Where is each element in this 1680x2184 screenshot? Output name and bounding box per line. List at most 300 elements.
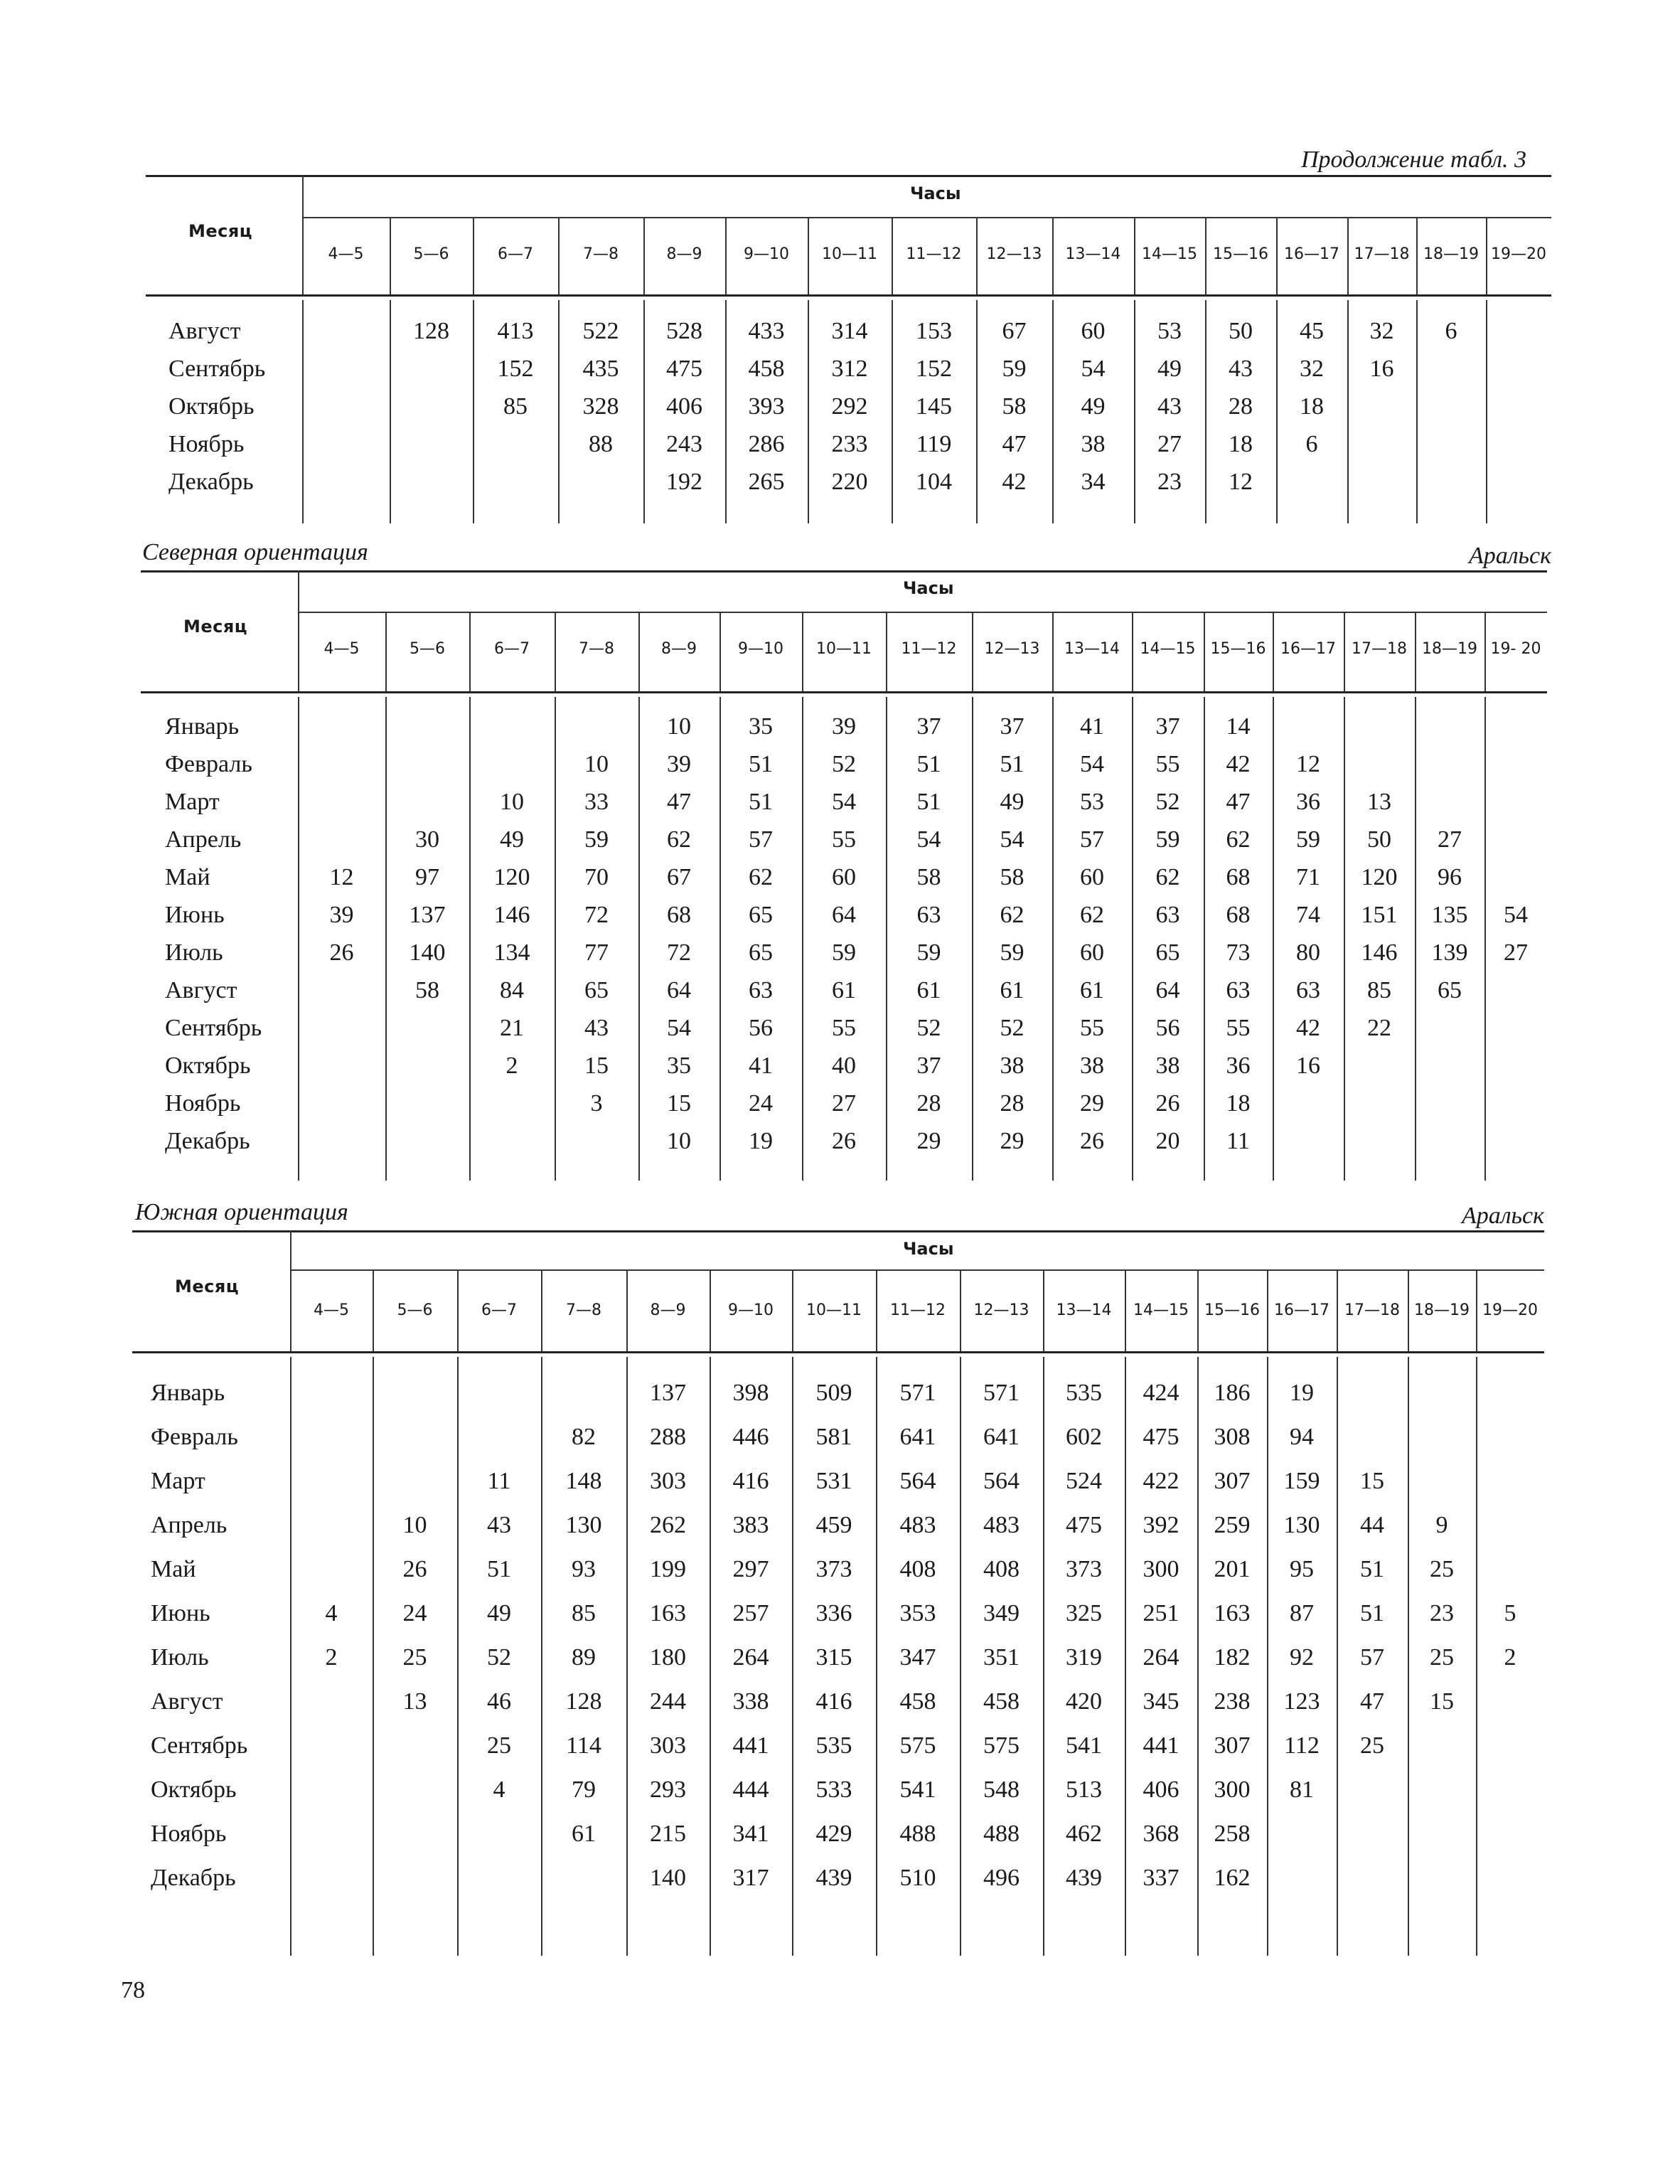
month-name: Ноябрь [168, 431, 245, 457]
column-header: 19—20 [1491, 245, 1546, 263]
column-header: 17—18 [1354, 245, 1410, 263]
table-cell: 416 [732, 1468, 769, 1494]
month-name: Август [165, 977, 237, 1003]
column-divider [1344, 612, 1345, 691]
table-cell: 38 [1081, 431, 1106, 457]
column-header: 8—9 [650, 1301, 686, 1319]
column-divider [1052, 612, 1054, 691]
table-cell: 531 [815, 1468, 852, 1494]
column-header: 4—5 [328, 245, 364, 263]
table-cell: 47 [1360, 1688, 1384, 1715]
column-header: 17—18 [1352, 640, 1407, 658]
column-header: 18—19 [1414, 1301, 1470, 1319]
table-cell: 2 [505, 1053, 518, 1079]
table-cell: 49 [1157, 356, 1182, 382]
table-cell: 233 [831, 431, 868, 457]
table-cell: 347 [899, 1644, 936, 1671]
table-cell: 152 [916, 356, 952, 382]
table-cell: 18 [1226, 1090, 1251, 1117]
table-cell: 19 [749, 1128, 773, 1154]
table-cell: 22 [1367, 1015, 1391, 1041]
table-cell: 44 [1360, 1512, 1384, 1538]
table-cell: 36 [1226, 1053, 1251, 1079]
table-cell: 54 [1080, 751, 1104, 777]
table-cell: 602 [1066, 1424, 1102, 1450]
city-name: Аральск [1461, 1203, 1544, 1229]
column-divider [1052, 217, 1054, 294]
table-cell: 92 [1290, 1644, 1314, 1671]
column-divider [390, 217, 391, 294]
column-divider [473, 217, 474, 294]
table-cell: 37 [1000, 713, 1024, 740]
table-cell: 58 [1002, 393, 1027, 420]
table-cell: 23 [1430, 1600, 1454, 1626]
table-cell: 32 [1369, 318, 1394, 344]
table-cell: 257 [732, 1600, 769, 1626]
table-cell: 458 [748, 356, 785, 382]
table-cell: 68 [1226, 864, 1251, 890]
table-cell: 297 [732, 1556, 769, 1582]
table-cell: 319 [1066, 1644, 1102, 1671]
table-cell: 18 [1229, 431, 1253, 457]
table-cell: 528 [666, 318, 702, 344]
table-cell: 51 [749, 789, 773, 815]
table-cell: 162 [1214, 1865, 1251, 1891]
column-header: 16—17 [1274, 1301, 1329, 1319]
table-cell: 264 [1143, 1644, 1179, 1671]
table-cell: 10 [667, 713, 691, 740]
table-cell: 45 [1300, 318, 1324, 344]
table-cell: 441 [1143, 1732, 1179, 1759]
table-cell: 85 [572, 1600, 596, 1626]
column-header: 13—14 [1064, 640, 1120, 658]
table-cell: 64 [1155, 977, 1180, 1003]
table-cell: 25 [487, 1732, 511, 1759]
table-cell: 51 [916, 789, 941, 815]
body-column-divider [385, 697, 387, 1181]
month-name: Октябрь [168, 393, 255, 420]
column-divider [373, 1269, 374, 1351]
table-cell: 94 [1290, 1424, 1314, 1450]
table-cell: 509 [815, 1380, 852, 1406]
table-cell: 61 [1000, 977, 1024, 1003]
table-cell: 79 [572, 1777, 596, 1803]
table-cell: 27 [1504, 939, 1528, 966]
table-top-rule [146, 175, 1551, 177]
table-cell: 383 [732, 1512, 769, 1538]
column-header: 14—15 [1142, 245, 1197, 263]
table-cell: 37 [916, 1053, 941, 1079]
table-cell: 146 [493, 902, 530, 928]
body-column-divider [469, 697, 471, 1181]
month-name: Март [151, 1468, 205, 1494]
table-cell: 56 [749, 1015, 773, 1041]
hours-rule [302, 217, 1551, 218]
table-cell: 55 [1080, 1015, 1104, 1041]
table-cell: 10 [500, 789, 524, 815]
table-cell: 36 [1296, 789, 1320, 815]
table-cell: 119 [916, 431, 952, 457]
table-cell: 63 [749, 977, 773, 1003]
table-cell: 49 [500, 826, 524, 853]
table-cell: 264 [732, 1644, 769, 1671]
table-cell: 220 [831, 469, 868, 495]
table-cell: 4 [325, 1600, 338, 1626]
table-cell: 80 [1296, 939, 1320, 966]
table-cell: 15 [1360, 1468, 1384, 1494]
continuation-label: Продолжение табл. 3 [1301, 147, 1527, 173]
table-cell: 328 [582, 393, 619, 420]
column-header: 11—12 [901, 640, 957, 658]
table-cell: 564 [983, 1468, 1020, 1494]
column-header: 19—20 [1482, 1301, 1538, 1319]
table-cell: 82 [572, 1424, 596, 1450]
table-cell: 137 [650, 1380, 686, 1406]
column-header: 6—7 [481, 1301, 517, 1319]
column-header: 7—8 [566, 1301, 601, 1319]
table-cell: 43 [1157, 393, 1182, 420]
table-cell: 74 [1296, 902, 1320, 928]
table-cell: 265 [748, 469, 785, 495]
table-cell: 300 [1214, 1777, 1251, 1803]
table-cell: 38 [1000, 1053, 1024, 1079]
table-cell: 535 [815, 1732, 852, 1759]
table-cell: 317 [732, 1865, 769, 1891]
column-header: 19- 20 [1490, 640, 1541, 658]
table-cell: 53 [1080, 789, 1104, 815]
table-cell: 61 [1080, 977, 1104, 1003]
table-cell: 25 [402, 1644, 427, 1671]
column-divider [469, 612, 471, 691]
table-cell: 62 [749, 864, 773, 890]
table-cell: 441 [732, 1732, 769, 1759]
table-cell: 163 [1214, 1600, 1251, 1626]
table-cell: 51 [1000, 751, 1024, 777]
section-title: Южная ориентация [135, 1199, 348, 1225]
table-cell: 52 [916, 1015, 941, 1041]
column-header: 12—13 [986, 245, 1042, 263]
table-cell: 148 [565, 1468, 602, 1494]
column-header: 16—17 [1280, 640, 1336, 658]
table-cell: 85 [1367, 977, 1391, 1003]
table-cell: 51 [916, 751, 941, 777]
table-cell: 62 [1226, 826, 1251, 853]
table-cell: 55 [1226, 1015, 1251, 1041]
body-column-divider [1344, 697, 1345, 1181]
table-cell: 312 [831, 356, 868, 382]
table-top-rule [141, 570, 1547, 572]
table-cell: 29 [1000, 1128, 1024, 1154]
table-cell: 408 [983, 1556, 1020, 1582]
table-cell: 60 [832, 864, 856, 890]
table-cell: 43 [584, 1015, 609, 1041]
column-divider [960, 1269, 961, 1351]
table-cell: 60 [1080, 864, 1104, 890]
table-cell: 458 [899, 1688, 936, 1715]
month-name: Октябрь [151, 1777, 237, 1803]
table-cell: 535 [1066, 1380, 1102, 1406]
table-cell: 292 [831, 393, 868, 420]
table-cell: 182 [1214, 1644, 1251, 1671]
column-header: 5—6 [397, 1301, 433, 1319]
table-cell: 571 [899, 1380, 936, 1406]
table-cell: 28 [916, 1090, 941, 1117]
table-cell: 71 [1296, 864, 1320, 890]
column-divider [1347, 217, 1349, 294]
table-cell: 47 [1226, 789, 1251, 815]
table-cell: 159 [1283, 1468, 1320, 1494]
table-cell: 199 [650, 1556, 686, 1582]
table-cell: 26 [1155, 1090, 1180, 1117]
hours-header: Часы [903, 1239, 954, 1259]
month-name: Сентябрь [168, 356, 266, 382]
table-cell: 112 [1284, 1732, 1320, 1759]
table-cell: 422 [1143, 1468, 1179, 1494]
table-cell: 2 [1504, 1644, 1516, 1671]
column-divider [710, 1269, 711, 1351]
table-cell: 37 [916, 713, 941, 740]
table-cell: 180 [650, 1644, 686, 1671]
hours-header: Часы [903, 578, 954, 598]
table-cell: 58 [1000, 864, 1024, 890]
table-cell: 43 [1229, 356, 1253, 382]
table-cell: 39 [667, 751, 691, 777]
table-cell: 151 [1361, 902, 1398, 928]
table-cell: 41 [1080, 713, 1104, 740]
table-cell: 42 [1226, 751, 1251, 777]
table-cell: 6 [1305, 431, 1318, 457]
column-header: 14—15 [1140, 640, 1196, 658]
table-cell: 120 [493, 864, 530, 890]
table-cell: 373 [815, 1556, 852, 1582]
column-header: 16—17 [1284, 245, 1339, 263]
table-cell: 37 [1155, 713, 1180, 740]
table-cell: 21 [500, 1015, 524, 1041]
table-cell: 26 [329, 939, 354, 966]
table-cell: 130 [565, 1512, 602, 1538]
table-cell: 475 [1066, 1512, 1102, 1538]
column-header: 12—13 [973, 1301, 1029, 1319]
table-cell: 60 [1080, 939, 1104, 966]
table-cell: 152 [497, 356, 534, 382]
table-cell: 51 [1360, 1600, 1384, 1626]
table-cell: 483 [899, 1512, 936, 1538]
table-cell: 54 [1504, 902, 1528, 928]
table-cell: 5 [1504, 1600, 1516, 1626]
table-cell: 215 [650, 1821, 686, 1847]
table-cell: 61 [572, 1821, 596, 1847]
table-cell: 63 [1296, 977, 1320, 1003]
column-header: 10—11 [816, 640, 872, 658]
header-bottom-rule [146, 294, 1551, 297]
column-header: 15—16 [1210, 640, 1266, 658]
table-cell: 288 [650, 1424, 686, 1450]
month-name: Июль [151, 1644, 209, 1671]
table-cell: 59 [832, 939, 856, 966]
table-cell: 51 [1360, 1556, 1384, 1582]
table-cell: 54 [667, 1015, 691, 1041]
column-header: 4—5 [323, 640, 360, 658]
column-divider [541, 1269, 542, 1351]
table-cell: 59 [1002, 356, 1027, 382]
column-divider [1415, 612, 1416, 691]
table-cell: 475 [1143, 1424, 1179, 1450]
month-name: Июль [165, 939, 223, 966]
table-cell: 244 [650, 1688, 686, 1715]
table-cell: 58 [916, 864, 941, 890]
table-cell: 35 [667, 1053, 691, 1079]
table-cell: 20 [1155, 1128, 1180, 1154]
table-cell: 351 [983, 1644, 1020, 1671]
table-cell: 32 [1300, 356, 1324, 382]
column-divider [1197, 1269, 1199, 1351]
table-cell: 39 [329, 902, 354, 928]
column-divider [1134, 217, 1135, 294]
table-cell: 303 [650, 1468, 686, 1494]
table-cell: 46 [487, 1688, 511, 1715]
month-name: Апрель [151, 1512, 228, 1538]
table-cell: 56 [1155, 1015, 1180, 1041]
header-bottom-rule [132, 1351, 1544, 1353]
table-cell: 128 [413, 318, 449, 344]
table-cell: 27 [832, 1090, 856, 1117]
table-cell: 26 [832, 1128, 856, 1154]
column-divider [1476, 1269, 1477, 1351]
month-name: Декабрь [151, 1865, 236, 1891]
column-divider [1486, 217, 1487, 294]
column-header: 6—7 [498, 245, 533, 263]
table-cell: 413 [497, 318, 534, 344]
column-divider [643, 217, 645, 294]
table-cell: 163 [650, 1600, 686, 1626]
table-cell: 398 [732, 1380, 769, 1406]
table-cell: 39 [832, 713, 856, 740]
column-header: 9—10 [728, 1301, 774, 1319]
table-cell: 446 [732, 1424, 769, 1450]
table-cell: 541 [899, 1777, 936, 1803]
table-cell: 315 [815, 1644, 852, 1671]
table-cell: 6 [1445, 318, 1457, 344]
table-cell: 24 [749, 1090, 773, 1117]
section-title: Северная ориентация [142, 539, 368, 565]
table-cell: 33 [584, 789, 609, 815]
table-cell: 26 [402, 1556, 427, 1582]
table-cell: 42 [1002, 469, 1027, 495]
column-header: 7—8 [583, 245, 619, 263]
table-cell: 145 [916, 393, 952, 420]
column-divider [558, 217, 560, 294]
table-cell: 42 [1296, 1015, 1320, 1041]
table-cell: 15 [584, 1053, 609, 1079]
table-cell: 325 [1066, 1600, 1102, 1626]
table-cell: 135 [1431, 902, 1468, 928]
table-cell: 59 [1155, 826, 1180, 853]
column-header: 12—13 [984, 640, 1040, 658]
table-cell: 54 [1081, 356, 1106, 382]
table-cell: 393 [748, 393, 785, 420]
table-cell: 251 [1143, 1600, 1179, 1626]
table-cell: 533 [815, 1777, 852, 1803]
table-cell: 68 [667, 902, 691, 928]
table-cell: 47 [667, 789, 691, 815]
column-divider [808, 217, 809, 294]
table-cell: 153 [916, 318, 952, 344]
table-cell: 140 [650, 1865, 686, 1891]
table-cell: 314 [831, 318, 868, 344]
table-cell: 95 [1290, 1556, 1314, 1582]
table-cell: 641 [983, 1424, 1020, 1450]
table-cell: 146 [1361, 939, 1398, 966]
column-header: 9—10 [744, 245, 789, 263]
table-cell: 65 [749, 939, 773, 966]
table-cell: 97 [415, 864, 439, 890]
table-cell: 29 [916, 1128, 941, 1154]
table-cell: 61 [832, 977, 856, 1003]
month-name: Август [151, 1688, 223, 1715]
table-cell: 462 [1066, 1821, 1102, 1847]
table-cell: 25 [1430, 1644, 1454, 1671]
body-column-divider [1415, 697, 1416, 1181]
table-cell: 68 [1226, 902, 1251, 928]
column-divider [719, 612, 721, 691]
table-cell: 28 [1229, 393, 1253, 420]
table-cell: 23 [1157, 469, 1182, 495]
column-divider [1416, 217, 1418, 294]
table-cell: 15 [1430, 1688, 1454, 1715]
table-cell: 406 [666, 393, 702, 420]
column-header: 11—12 [890, 1301, 946, 1319]
table-cell: 186 [1214, 1380, 1251, 1406]
column-header: 15—16 [1213, 245, 1268, 263]
month-name: Декабрь [168, 469, 254, 495]
month-name: Сентябрь [165, 1015, 262, 1041]
column-header: 8—9 [661, 640, 697, 658]
table-cell: 10 [584, 751, 609, 777]
column-divider [1132, 612, 1133, 691]
table-cell: 55 [832, 1015, 856, 1041]
column-header: 17—18 [1344, 1301, 1400, 1319]
column-divider [638, 612, 640, 691]
body-column-divider [302, 300, 304, 523]
table-cell: 137 [409, 902, 446, 928]
table-cell: 303 [650, 1732, 686, 1759]
table-cell: 3 [590, 1090, 603, 1117]
month-column-divider [302, 175, 304, 294]
table-cell: 12 [329, 864, 354, 890]
table-cell: 308 [1214, 1424, 1251, 1450]
table-cell: 25 [1430, 1556, 1454, 1582]
table-cell: 406 [1143, 1777, 1179, 1803]
table-cell: 293 [650, 1777, 686, 1803]
column-divider [876, 1269, 877, 1351]
table-cell: 11 [1226, 1128, 1250, 1154]
column-divider [1267, 1269, 1268, 1351]
table-cell: 65 [1155, 939, 1180, 966]
table-cell: 488 [899, 1821, 936, 1847]
table-cell: 4 [493, 1777, 505, 1803]
table-cell: 581 [815, 1424, 852, 1450]
column-header: 11—12 [906, 245, 962, 263]
table-cell: 65 [584, 977, 609, 1003]
table-cell: 93 [572, 1556, 596, 1582]
table-cell: 88 [589, 431, 613, 457]
city-name: Аральск [1468, 543, 1551, 569]
table-cell: 139 [1431, 939, 1468, 966]
column-divider [725, 217, 727, 294]
table-cell: 104 [916, 469, 952, 495]
column-header: 13—14 [1056, 1301, 1112, 1319]
month-name: Май [165, 864, 210, 890]
